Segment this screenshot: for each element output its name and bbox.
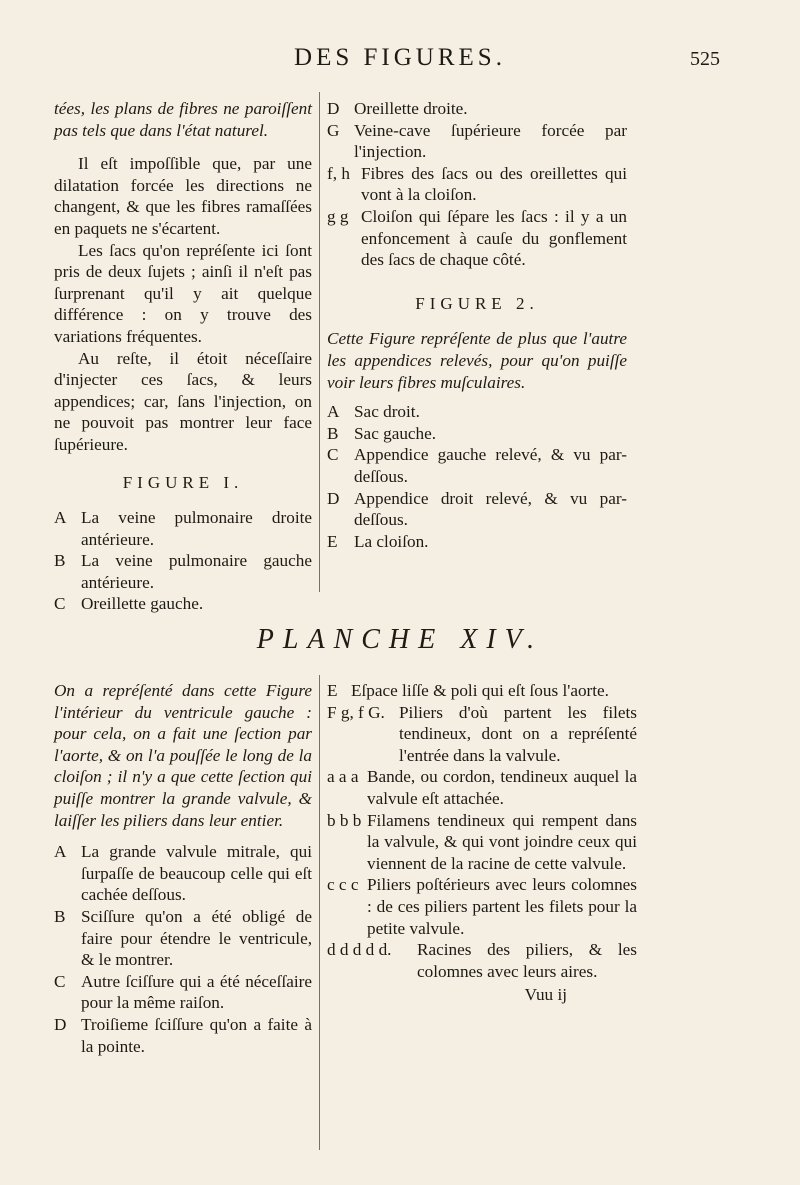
column-divider — [319, 675, 320, 1150]
legend-label: C — [54, 594, 66, 614]
legend-item — [327, 702, 637, 767]
legend-text: La grande valvule mitrale, qui ſurpaſſe de beaucoup celle qui eſt cachée deſſous. — [81, 842, 312, 905]
catchword: Vuu ij — [524, 985, 567, 1005]
legend-item — [327, 401, 627, 423]
legend-text: Piliers d'où partent les filets tendineux, dont on a repréſenté l'entrée dans la valvule. — [399, 702, 637, 765]
legend-label: C — [54, 971, 66, 991]
paragraph: Au reſte, il étoit néceſſaire d'injecter ces ſacs, & leurs appendices; car, ſans l'injection, on ne pouvoit pas montrer leur face ſupérieure. — [54, 348, 312, 454]
legend-item — [327, 680, 637, 702]
running-head — [0, 44, 800, 74]
legend-label: d d d d d. — [327, 940, 392, 960]
legend-label: F g, f G. — [327, 702, 385, 722]
legend-text: Eſpace liſſe & poli qui eſt ſous l'aorte. — [351, 681, 609, 700]
legend-label: B — [54, 906, 66, 926]
legend-label: D — [327, 488, 340, 508]
figure-heading: FIGURE I. — [122, 472, 244, 492]
legend-label: b b b — [327, 810, 362, 830]
legend-label: f, h — [327, 163, 350, 183]
legend-label: A — [327, 402, 340, 422]
legend-text: Oreillette droite. — [354, 99, 468, 118]
legend-item — [54, 507, 312, 550]
legend-item — [327, 423, 627, 445]
legend-label: A — [54, 842, 67, 862]
legend-item — [327, 766, 637, 809]
legend-label: D — [54, 1014, 67, 1034]
legend-item — [327, 939, 637, 982]
legend-text: Autre ſciſſure qui a été néceſſaire pour la même raiſon. — [81, 971, 312, 1013]
legend-text: Veine-cave ſupérieure forcée par l'injection. — [354, 120, 627, 162]
legend-text: Fibres des ſacs ou des oreillettes qui vont à la cloiſon. — [361, 163, 627, 205]
legend-item — [54, 593, 312, 615]
plate-caption: On a repréſenté dans cette Figure l'intérieur du ventricule gauche : pour cela, on a fait une ſection par l'aorte, & on l'a pouſſée le long de la cloiſon ; il n'y a que cette ſection qui puiſſe montrer la grande valvule, & laiſſer les piliers dans leur entier. — [54, 681, 312, 830]
right-column-bottom — [327, 680, 637, 1006]
legend-text: La veine pulmonaire gauche antérieure. — [81, 551, 312, 592]
continued-caption: tées, les plans de fibres ne paroiſſent pas tels que dans l'état naturel. — [54, 99, 312, 140]
legend-item — [327, 874, 637, 939]
legend-item — [327, 531, 627, 553]
legend-item — [327, 206, 627, 271]
legend-item — [54, 841, 312, 906]
legend-label: A — [54, 508, 67, 528]
legend-text: Oreillette gauche. — [81, 594, 204, 614]
legend-label: D — [327, 99, 340, 118]
legend-label: E — [327, 681, 338, 700]
left-column-top — [54, 98, 312, 615]
legend-item — [327, 98, 627, 120]
right-column-top — [327, 98, 627, 552]
left-column-bottom — [54, 680, 312, 1057]
legend-label: G — [327, 120, 340, 140]
legend-item — [54, 1014, 312, 1057]
figure-heading: FIGURE 2. — [415, 293, 539, 313]
legend-item — [327, 120, 627, 163]
legend-item — [327, 444, 627, 487]
legend-item — [327, 163, 627, 206]
legend-label: a a a — [327, 767, 359, 787]
legend-text: La veine pulmonaire droite antérieure. — [81, 508, 312, 549]
column-divider — [319, 92, 320, 592]
legend-text: Sciſſure qu'on a été obligé de faire pour étendre le ventricule, & le montrer. — [81, 906, 312, 970]
legend-text: Piliers poſtérieurs avec leurs colomnes : de ces piliers partent les filets pour la petite valvule. — [367, 875, 637, 938]
legend-item — [54, 971, 312, 1014]
legend-label: c c c — [327, 875, 359, 895]
legend-label: C — [327, 445, 339, 465]
legend-label: B — [54, 551, 66, 571]
legend-label: B — [327, 423, 339, 443]
legend-text: Sac droit. — [354, 402, 420, 422]
legend-text: Sac gauche. — [354, 423, 437, 443]
legend-label: g g — [327, 206, 349, 226]
legend-item — [54, 550, 312, 593]
legend-text: Appendice gauche relevé, & vu par-deſſous. — [354, 445, 627, 486]
running-title: DES FIGURES. — [294, 44, 506, 71]
plate-title: PLANCHE XIV. — [256, 624, 544, 655]
legend-text: Filamens tendineux qui rempent dans la valvule, & qui vont joindre ceux qui viennent de la racine de cette valvule. — [367, 810, 637, 873]
legend-text: Bande, ou cordon, tendineux auquel la valvule eſt attachée. — [367, 767, 637, 808]
legend-text: Cloiſon qui ſépare les ſacs : il y a un enfoncement à cauſe du gonflement des ſacs de chaque côté. — [361, 206, 627, 270]
legend-item — [327, 488, 627, 531]
paragraph: Les ſacs qu'on repréſente ici ſont pris de deux ſujets ; ainſi il n'eſt pas ſurprenant qu'il y ait quelque différence : on y trouve des variations fréquentes. — [54, 240, 312, 346]
legend-text: Racines des piliers, & les colomnes avec leurs aires. — [417, 940, 637, 981]
legend-text: Troiſieme ſciſſure qu'on a faite à la pointe. — [81, 1014, 312, 1056]
figure-caption: Cette Figure repréſente de plus que l'autre les appendices relevés, pour qu'on puiſſe voir leurs fibres muſculaires. — [327, 329, 627, 392]
paragraph: Il eſt impoſſible que, par une dilatation forcée les directions ne changent, & que les fibres ramaſſées en paquets ne s'écartent. — [54, 154, 312, 238]
legend-item — [54, 906, 312, 971]
legend-item — [327, 810, 637, 875]
legend-text: Appendice droit relevé, & vu par-deſſous. — [354, 488, 627, 530]
legend-text: La cloiſon. — [354, 531, 429, 551]
legend-label: E — [327, 531, 338, 551]
page-number: 525 — [690, 48, 720, 70]
